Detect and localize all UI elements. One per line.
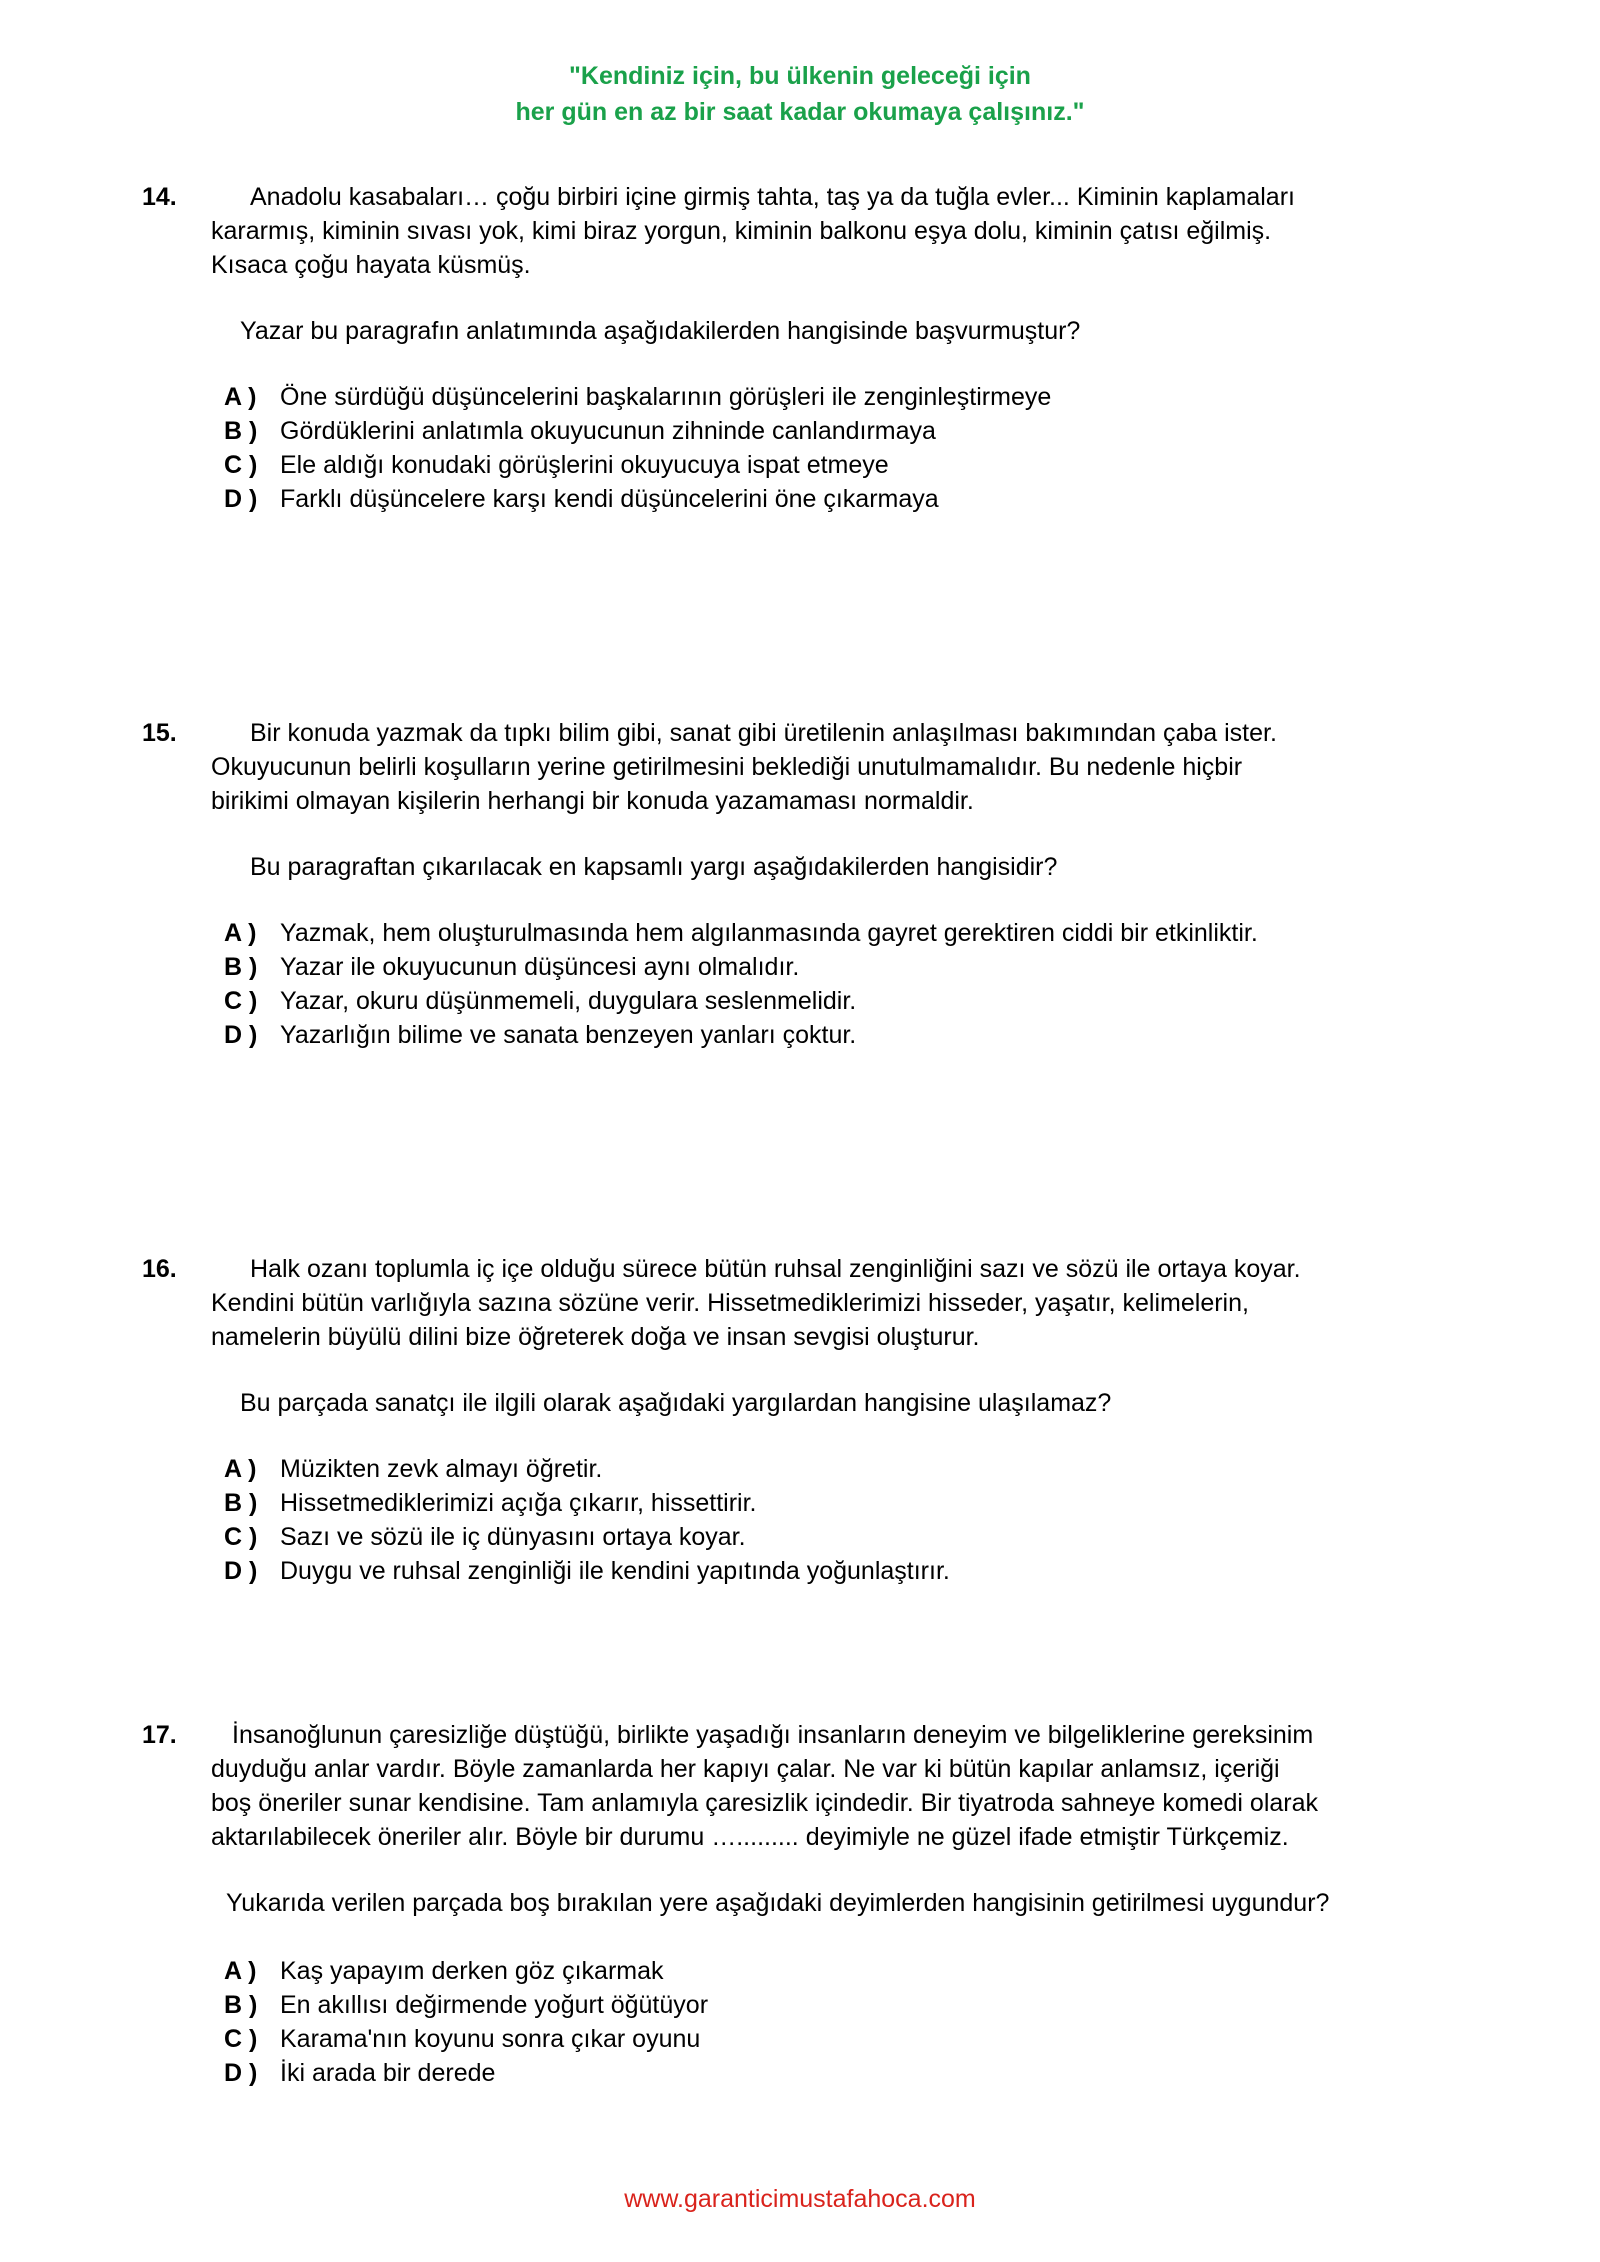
option-text: Yazar ile okuyucunun düşüncesi aynı olmalıdır. (280, 953, 800, 981)
option-text: Ele aldığı konudaki görüşlerini okuyucuya ispat etmeye (280, 451, 889, 479)
option-letter: D ) (224, 1557, 258, 1585)
option-c (224, 448, 889, 482)
paragraph-line: aktarılabilecek öneriler alır. Böyle bir durumu …......... deyimiyle ne güzel ifade etmiştir Türkçemiz. (211, 1823, 1289, 1851)
option-text: Müzikten zevk almayı öğretir. (280, 1455, 603, 1483)
option-text: Kaş yapayım derken göz çıkarmak (280, 1957, 664, 1985)
option-d (224, 482, 939, 516)
option-letter: D ) (224, 1021, 258, 1049)
question-number: 16. (142, 1255, 177, 1283)
question-number: 14. (142, 183, 177, 211)
paragraph-line: Kısaca çoğu hayata küsmüş. (211, 251, 531, 279)
motto-line-2: her gün en az bir saat kadar okumaya çalışınız." (515, 98, 1085, 126)
option-b (224, 950, 799, 984)
option-a (224, 1452, 602, 1486)
option-d (224, 1554, 950, 1588)
option-c (224, 1520, 746, 1554)
option-text: Gördüklerini anlatımla okuyucunun zihninde canlandırmaya (280, 417, 936, 445)
option-text: Karama'nın koyunu sonra çıkar oyunu (280, 2025, 701, 2053)
option-c (224, 2022, 700, 2056)
option-letter: A ) (224, 919, 257, 947)
option-letter: B ) (224, 417, 258, 445)
question-prompt: Yukarıda verilen parçada boş bırakılan yere aşağıdaki deyimlerden hangisinin getirilmesi uygundur? (226, 1889, 1330, 1917)
paragraph-line: İnsanoğlunun çaresizliğe düştüğü, birlikte yaşadığı insanların deneyim ve bilgeliklerine gereksinim (232, 1721, 1314, 1749)
question-number: 17. (142, 1721, 177, 1749)
option-c (224, 984, 856, 1018)
paragraph-line: namelerin büyülü dilini bize öğreterek doğa ve insan sevgisi oluşturur. (211, 1323, 980, 1351)
paragraph-line: Halk ozanı toplumla iç içe olduğu sürece bütün ruhsal zenginliğini sazı ve sözü ile ortaya koyar. (250, 1255, 1301, 1283)
option-letter: D ) (224, 485, 258, 513)
option-letter: B ) (224, 953, 258, 981)
option-letter: B ) (224, 1991, 258, 2019)
question-prompt: Bu parçada sanatçı ile ilgili olarak aşağıdaki yargılardan hangisine ulaşılamaz? (240, 1389, 1112, 1417)
option-d (224, 2056, 495, 2090)
paragraph-line: birikimi olmayan kişilerin herhangi bir konuda yazamaması normaldir. (211, 787, 974, 815)
option-b (224, 414, 936, 448)
motto-header (0, 58, 1600, 130)
option-letter: C ) (224, 451, 258, 479)
option-text: Yazar, okuru düşünmemeli, duygulara seslenmelidir. (280, 987, 857, 1015)
question-number: 15. (142, 719, 177, 747)
option-letter: D ) (224, 2059, 258, 2087)
option-letter: C ) (224, 1523, 258, 1551)
question-prompt: Yazar bu paragrafın anlatımında aşağıdakilerden hangisinde başvurmuştur? (240, 317, 1081, 345)
option-letter: C ) (224, 2025, 258, 2053)
question-prompt: Bu paragraftan çıkarılacak en kapsamlı yargı aşağıdakilerden hangisidir? (250, 853, 1058, 881)
option-letter: A ) (224, 1455, 257, 1483)
option-a (224, 1954, 664, 1988)
option-text: Öne sürdüğü düşüncelerini başkalarının görüşleri ile zenginleştirmeye (280, 383, 1052, 411)
option-text: Sazı ve sözü ile iç dünyasını ortaya koyar. (280, 1523, 746, 1551)
option-letter: A ) (224, 383, 257, 411)
paragraph-line: Kendini bütün varlığıyla sazına sözüne verir. Hissetmediklerimizi hisseder, yaşatır, kelimelerin, (211, 1289, 1249, 1317)
option-text: Yazmak, hem oluşturulmasında hem algılanmasında gayret gerektiren ciddi bir etkinliktir. (280, 919, 1258, 947)
paragraph-line: Anadolu kasabaları… çoğu birbiri içine girmiş tahta, taş ya da tuğla evler... Kiminin kaplamaları (250, 183, 1295, 211)
option-text: Hissetmediklerimizi açığa çıkarır, hissettirir. (280, 1489, 757, 1517)
option-text: Yazarlığın bilime ve sanata benzeyen yanları çoktur. (280, 1021, 857, 1049)
option-b (224, 1486, 757, 1520)
paragraph-line: kararmış, kiminin sıvası yok, kimi biraz yorgun, kiminin balkonu eşya dolu, kiminin çatısı eğilmiş. (211, 217, 1272, 245)
option-text: En akıllısı değirmende yoğurt öğütüyor (280, 1991, 709, 2019)
paragraph-line: duyduğu anlar vardır. Böyle zamanlarda her kapıyı çalar. Ne var ki bütün kapılar anlamsız, içeriği (211, 1755, 1280, 1783)
option-letter: C ) (224, 987, 258, 1015)
option-a (224, 916, 1258, 950)
option-d (224, 1018, 856, 1052)
option-letter: B ) (224, 1489, 258, 1517)
option-letter: A ) (224, 1957, 257, 1985)
paragraph-line: Okuyucunun belirli koşulların yerine getirilmesini beklediği unutulmamalıdır. Bu nedenle hiçbir (211, 753, 1243, 781)
footer-website-link[interactable]: www.garanticimustafahoca.com (624, 2185, 976, 2213)
option-text: Farklı düşüncelere karşı kendi düşüncelerini öne çıkarmaya (280, 485, 939, 513)
option-a (224, 380, 1051, 414)
paragraph-line: Bir konuda yazmak da tıpkı bilim gibi, sanat gibi üretilenin anlaşılması bakımından çaba ister. (250, 719, 1277, 747)
motto-line-1: "Kendiniz için, bu ülkenin geleceği için (569, 62, 1031, 90)
option-text: Duygu ve ruhsal zenginliği ile kendini yapıtında yoğunlaştırır. (280, 1557, 950, 1585)
paragraph-line: boş öneriler sunar kendisine. Tam anlamıyla çaresizlik içindedir. Bir tiyatroda sahneye komedi olarak (211, 1789, 1319, 1817)
option-b (224, 1988, 708, 2022)
option-text: İki arada bir derede (280, 2059, 496, 2087)
